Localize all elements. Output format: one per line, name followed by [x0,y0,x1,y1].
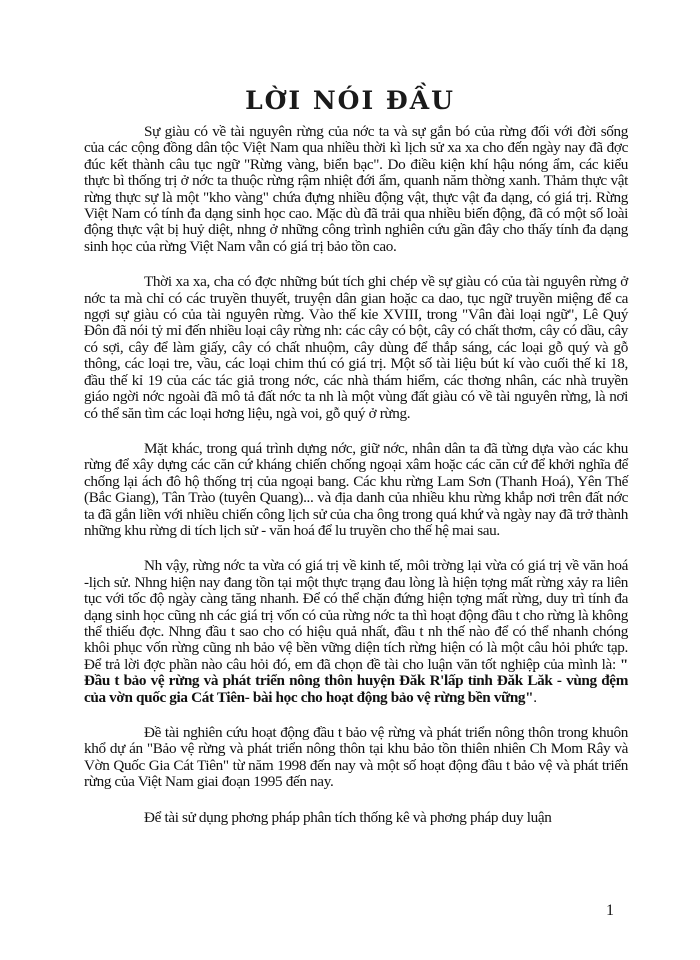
paragraph-6: Để tài sử dụng phơng pháp phân tích thống kê và phơng pháp duy luận [144,808,552,826]
paragraph-4-text: Nh vậy, rừng nớc ta vừa có giá trị về kinh tế, môi trờng lại vừa có giá trị về văn hoá -lịch sử. Nhng hiện nay đang tồn tại một thực trạng đau lòng là hiện tợng mất rừng xảy ra liên tục với tốc độ ngày càng tăng nhanh. Để có thể chặn đứng hiện tợng mất rừng, duy trì tính đa dạng sinh học cũng nh các giá trị vốn có của rừng nớc ta thì hoạt động đầu t cho rừng là không thể thiếu đợc. Nhng đầu t sao cho có hiệu quả nhất, đầu t nh thế nào để có thể nhanh chóng khôi phục vốn rừng cũng nh bảo vệ bền vững diện tích rừng hiện có là một câu hỏi phức tạp. Để trả lời đợc phần nào câu hỏi đó, em đã chọn đề tài cho luận văn tốt nghiệp của mình là: [84,557,628,673]
thesis-title: " Đầu t bảo vệ rừng và phát triển nông thôn huyện Đăk R'lấp tỉnh Đăk Lăk - vùng đệm của vờn quốc gia Cát Tiên- bài học cho hoạt động bảo vệ rừng bền vững" [84,655,628,706]
paragraph-3: Mặt khác, trong quá trình dựng nớc, giữ nớc, nhân dân ta đã từng dựa vào các khu rừng để xây dựng các căn cứ kháng chiến chống ngoại xâm hoặc các căn cứ để khởi nghĩa để chống lại ách đô hộ thống trị của ngoại bang. Các khu rừng Lam Sơn (Thanh Hoá), Yên Thế (Bắc Giang), Tân Trào (tuyên Quang)... và địa danh của nhiều khu rừng khắp nơi trên đất nớc ta đã gắn liền với nhiều chiến công lịch sử của cha ông trong quá khứ và ngày nay đã trở thành những khu rừng di tích lịch sử - văn hoá để lu truyền cho thế hệ mai sau. [84,439,628,539]
paragraph-2: Thời xa xa, cha có đợc những bút tích ghi chép về sự giàu có của tài nguyên rừng ở nớc ta mà chỉ có các truyền thuyết, truyện dân gian hoặc ca dao, tục ngữ truyền miệng để ca ngợi sự giàu có của tài nguyên rừng. Vào thế kỉe XVIII, trong "Vân đài loại ngữ", Lê Quý Đôn đã nói tỷ mỉ đến nhiều loại cây rừng nh: các cây có bột, cây có chất thơm, cây có dầu, cây có sợi, cây để làm giấy, cây có chất nhuộm, cây dùng để thắp sáng, các loại gỗ quý và gỗ thông, các loại tre, vầu, các loại chim thú có giá trị. Một số tài liệu bút kí vào cuối thế kỉ 18, đầu thế kỉ 19 của các tác giả trong nớc, các nhà thám hiểm, các thơng nhân, các nhà truyền giáo ngời nớc ngoài đã mô tả đất nớc ta nh là một vùng đất giàu có về tài nguyên rừng, là nơi có thể săn tìm các loại hơng liệu, ngà voi, gỗ quý ở rừng. [84,273,628,422]
paragraph-5: Đề tài nghiên cứu hoạt động đầu t bảo vệ rừng và phát triển nông thôn trong khuôn khổ dự án "Bảo vệ rừng và phát triển nông thôn tại khu bảo tồn thiên nhiên Ch Mom Rây và Vờn Quốc Gia Cát Tiên" từ năm 1998 đến nay và một số hoạt động đầu t bảo vệ và phát triển rừng của Việt Nam giai đoạn 1995 đến nay. [84,724,628,791]
document-body [84,124,628,845]
paragraph-4 [84,558,628,706]
page-title: LỜI NÓI ĐẦU [245,86,455,115]
paragraph-1: Sự giàu có về tài nguyên rừng của nớc ta và sự gắn bó của rừng đối với đời sống của các cộng đồng dân tộc Việt Nam qua nhiều thời kì lịch sử xa xa cho đến ngày nay đã đợc đúc kết thành câu tục ngữ "Rừng vàng, biển bạc". Do điều kiện khí hậu nóng ẩm, các kiểu thực bì thống trị ở nớc ta thuộc rừng rậm nhiệt đới ẩm, quanh năm thờng xanh. Thảm thực vật rừng thực sự là một "kho vàng" chứa đựng nhiều động vật, thực vật đa dạng, có giá trị. Rừng Việt Nam có tính đa dạng sinh học cao. Mặc dù đã trải qua nhiều biến động, đã có một số loài động thực vật bị huỷ diệt, nhng ở những công trình nghiên cứu gần đây cho thấy tính đa dạng sinh học của rừng Việt Nam vẫn có giá trị bảo tồn cao. [84,123,628,255]
paragraph-4-end: . [533,688,537,706]
page-number: 1 [606,902,614,919]
